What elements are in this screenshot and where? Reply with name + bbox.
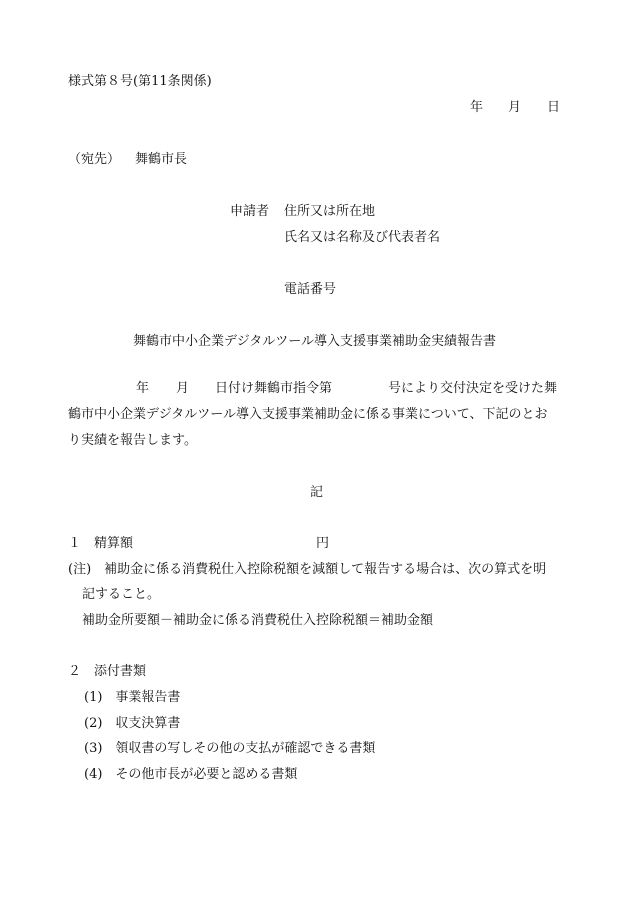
- applicant-phone-label: 電話番号: [284, 282, 337, 297]
- date-month-label: 月: [508, 100, 522, 115]
- section1-note-line2: 記すること。: [82, 587, 161, 602]
- ki-heading: 記: [310, 485, 324, 500]
- document-title: 舞鶴市中小企業デジタルツール導入支援事業補助金実績報告書: [133, 334, 496, 349]
- body-year-label: 年: [136, 381, 150, 396]
- date-day-label: 日: [547, 100, 561, 115]
- date-year-label: 年: [470, 100, 484, 115]
- section2-label: ２ 添付書類: [68, 664, 147, 679]
- addressee-name: 舞鶴市長: [135, 152, 188, 167]
- addressee-label: （宛先）: [68, 152, 121, 167]
- applicant-label: 申請者: [230, 204, 270, 219]
- attachment-item: (1) 事業報告書: [84, 690, 181, 705]
- body-line3: り実績を報告します。: [68, 433, 197, 448]
- attachment-item: (4) その他市長が必要と認める書類: [84, 767, 298, 782]
- body-line2: 鶴市中小企業デジタルツール導入支援事業補助金に係る事業について、下記のとお: [68, 407, 548, 422]
- body-line1-mid: 日付け舞鶴市指令第: [215, 381, 333, 396]
- section1-label: １ 精算額: [68, 536, 134, 551]
- applicant-address-label: 住所又は所在地: [284, 204, 376, 219]
- form-number: 様式第８号(第11条関係): [68, 74, 212, 89]
- section1-unit: 円: [316, 536, 330, 551]
- section1-note-line1: (注) 補助金に係る消費税仕入控除税額を減額して報告する場合は、次の算式を明: [68, 562, 547, 577]
- applicant-name-label: 氏名又は名称及び代表者名: [284, 230, 441, 245]
- attachment-item: (3) 領収書の写しその他の支払が確認できる書類: [84, 741, 376, 756]
- body-month-label: 月: [176, 381, 190, 396]
- attachment-item: (2) 収支決算書: [84, 716, 181, 731]
- body-line1-end: 号により交付決定を受けた舞: [388, 381, 558, 396]
- section1-formula: 補助金所要額－補助金に係る消費税仕入控除税額＝補助金額: [82, 613, 434, 628]
